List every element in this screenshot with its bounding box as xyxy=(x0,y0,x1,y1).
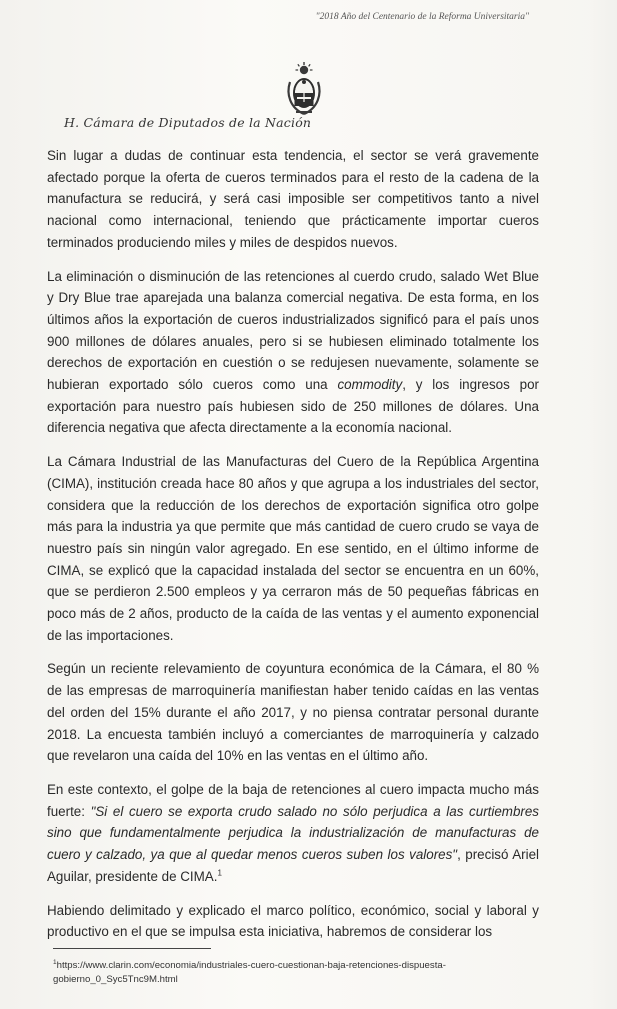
paragraph-4: Según un reciente relevamiento de coyuntura económica de la Cámara, el 80 % de las empresas de marroquinería manifiestan haber tenido caídas en las ventas del orden del 15% durante el año 2017, y no piensa contratar personal durante 2018. La encuesta también incluyó a comerciantes de marroquinería y calzado que revelaron una caída del 10% en las ventas en el último año. xyxy=(47,661,539,764)
paragraph-3: La Cámara Industrial de las Manufacturas del Cuero de la República Argentina (CIMA), institución creada hace 80 años y que agrupa a los industriales del sector, considera que la reducción de los derechos de exportación significa otro golpe más para la industria ya que permite que más cantidad de cuero crudo se vaya de nuestro país sin ningún valor agregado. En ese sentido, en el último informe de CIMA, se explicó que la capacidad instalada del sector se encuentra en un 60%, que se perdieron 2.500 empleos y ya cerraron más de 50 pequeñas fábricas en poco más de 2 años, producto de la caída de las ventas y el aumento exponencial de las importaciones. xyxy=(47,454,539,643)
paragraph-5 xyxy=(47,779,539,888)
paragraph-5-quote: "Si el cuero se exporta crudo salado no sólo perjudica a las curtiembres sino que fundamentalmente perjudica la industrialización de manufacturas de cuero y calzado, ya que al quedar menos cueros suben los valores" xyxy=(47,803,539,863)
paragraph-6: Habiendo delimitado y explicado el marco político, económico, social y laboral y productivo en el que se impulsa esta iniciativa, habremos de considerar los xyxy=(47,902,539,940)
paragraph-5-part1: En este contexto, el golpe de la baja de retenciones al cuero impacta mucho más fuerte: xyxy=(47,781,539,819)
footnote-reference: 1 xyxy=(217,868,222,878)
footnote-number: 1 xyxy=(53,958,57,966)
paragraph-2 xyxy=(47,266,539,440)
paragraph-2-part1: La eliminación o disminución de las retenciones al cuerdo crudo, salado Wet Blue y Dry Blue trae aparejada una balanza comercial negativa. De esta forma, en los últimos años la exportación de cueros industrializados significó para el país unos 900 millones de dólares anuales, pero si se hubiesen eliminado totalmente los derechos de exportación en cuestión o se redujesen nuevamente, solamente se hubieran exportado sólo cueros como una xyxy=(47,268,539,393)
paragraph-2-part2: , y los ingresos por exportación para nuestro país hubiesen sido de 250 millones de dólares. Una diferencia negativa que afecta directamente a la economía nacional. xyxy=(47,377,539,436)
chamber-name: H. Cámara de Diputados de la Nación xyxy=(64,115,312,130)
footnote-divider xyxy=(53,948,211,949)
coat-of-arms-icon xyxy=(284,62,324,118)
paragraph-5-part2: , precisó Ariel Aguilar, presidente de CIMA. xyxy=(47,847,539,884)
footnote-link[interactable]: https://www.clarin.com/economia/industriales-cuero-cuestionan-baja-retenciones-dispuesta-gobierno_0_Syc5Tnc9M.html xyxy=(53,960,446,985)
paragraph-1: Sin lugar a dudas de continuar esta tendencia, el sector se verá gravemente afectado porque la oferta de cueros terminados para el resto de la cadena de la manufactura se reducirá, y será casi imposible ser competitivos tanto a nivel nacional como internacional, teniendo que prácticamente importar cueros terminados produciendo miles y miles de despidos nuevos. xyxy=(47,148,539,250)
paragraph-2-italic: commodity xyxy=(337,377,403,393)
page-edge-shadow xyxy=(589,0,617,1009)
year-motto: "2018 Año del Centenario de la Reforma Universitaria" xyxy=(315,12,529,22)
footnote xyxy=(53,959,523,986)
body-text xyxy=(47,145,539,955)
